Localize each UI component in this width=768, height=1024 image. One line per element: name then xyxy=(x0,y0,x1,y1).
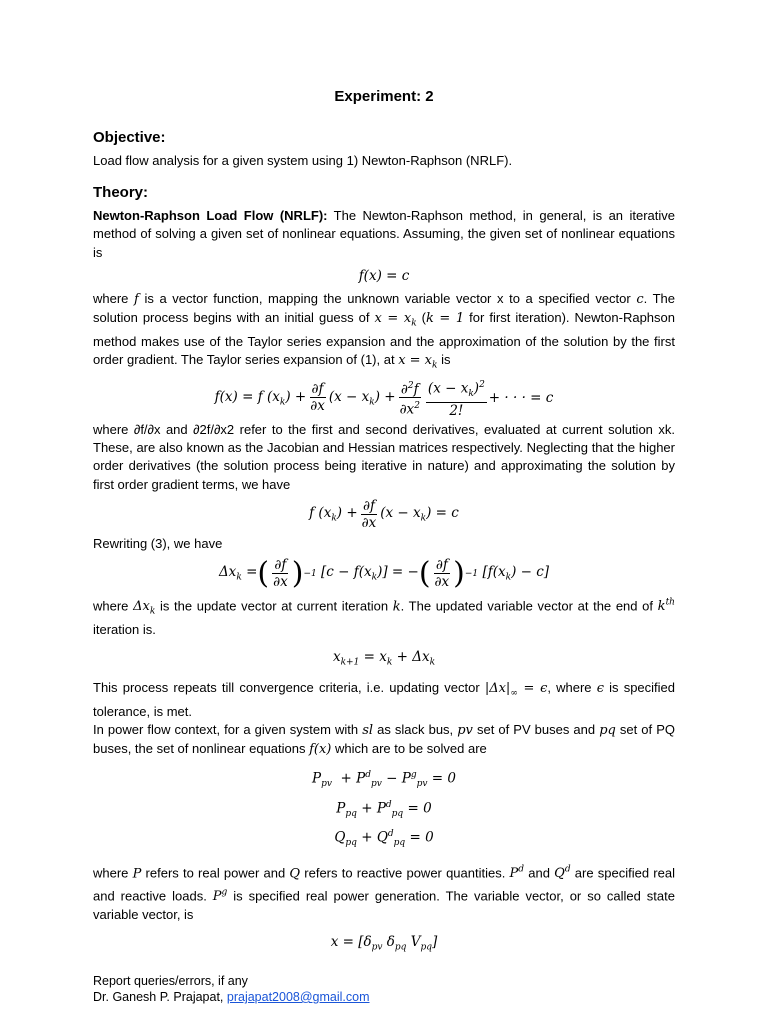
email-link[interactable]: prajapat2008@gmail.com xyxy=(226,990,370,1004)
equation-update: $\Delta x_k$ = ( $\frac{\partial f}{\partial x}$ ) −1 $[c - f(x_k)]$ = − ( $\frac{\partial f}{\partial x}$ ) −1 $[f(x_k) - c]$ xyxy=(218,555,550,591)
theory-paragraph-1: Newton-Raphson Load Flow (NRLF): The Newton-Raphson method, in general, is an iterative method of solving a given set of nonlinear equations. Assuming, the given set of nonlinear equations is xyxy=(93,208,675,260)
theory-paragraph-6: This process repeats till convergence criteria, i.e. updating vector $|\Delta x|_\infty = \epsilon$, where ϵ is specified tolerance, is met. xyxy=(93,680,675,719)
equation-taylor-series: f(x) = f $(x_k)$ + $\frac{\partial f}{\partial x}$ $(x - x_k)$ + $\frac{\partial^2f}{\partial x^2}$ $\frac{(x - x_k)^2}{2!}$ + · · · = c xyxy=(93,377,675,419)
equation-iteration: $x_{k+1} = x_k + \Delta x_k$ xyxy=(332,649,436,669)
theory-paragraph-8: where P refers to real power and Q refers to reactive power quantities. $P^d$ and $Q^d$ are specified real and reactive loads. $P^g$ is specified real power generation. The variable vector, or so called state variable vector, is xyxy=(93,865,675,923)
equation-state-vector: $x = [\delta_{pv}$ $\delta_{pq}$ $V_{pq}$] xyxy=(330,934,438,953)
objective-text: Load flow analysis for a given system using 1) Newton-Raphson (NRLF). xyxy=(93,153,513,168)
theory-paragraph-4: Rewriting (3), we have xyxy=(93,535,223,551)
footer-note: Report queries/errors, if any xyxy=(93,974,248,988)
theory-paragraph-5: where $\Delta x_k$ is the update vector at current iteration k. The updated variable vector at the end of $k^{th}$ iteration is. xyxy=(93,598,675,638)
footer xyxy=(93,973,370,1005)
theory-paragraph-3: where ∂f/∂x and ∂2f/∂x2 refer to the first and second derivatives, evaluated at current solution xk. These, are also known as the Jacobian and Hessian matrices respectively. Neglecting that the higher order derivatives (the solution process being iterative in nature) and approximating the solution by first order gradient terms, we have xyxy=(93,422,675,492)
equation-1: f(x) = c xyxy=(358,267,410,284)
nrlf-label: Newton-Raphson Load Flow (NRLF): xyxy=(93,208,328,224)
objective-heading: Objective: xyxy=(93,129,166,146)
theory-paragraph-2: where f is a vector function, mapping the unknown variable vector x to a specified vector c. The solution process begins with an initial guess of $x = x_k$ (k = 1 for first iteration). Newton-Raphson method makes use of the Taylor series expansion and the approximation of the solution by the first order gradient. The Taylor series expansion of (1), at $x = x_k$ is xyxy=(93,290,675,371)
document-page xyxy=(93,88,675,958)
equation-power-balance: $P_{pv} + P^d_{pv} - P^g_{pv} = 0$ $P_{pq} + P^d_{pq} = 0$ $Q_{pq} + Q^d_{pq} = 0$ xyxy=(312,770,456,848)
theory-paragraph-7: In power flow context, for a given system with sl as slack bus, pv set of PV buses and pq set of PQ buses, the set of nonlinear equations f(x) which are to be solved are xyxy=(93,722,675,758)
footer-author: Dr. Ganesh P. Prajapat, prajapat2008@gmail.com xyxy=(93,990,370,1004)
experiment-title: Experiment: 2 xyxy=(334,88,434,105)
equation-first-order: f $(x_k)$ + $\frac{\partial f}{\partial x}$ $(x - x_k) = c$ xyxy=(309,497,459,531)
theory-heading: Theory: xyxy=(93,184,149,202)
